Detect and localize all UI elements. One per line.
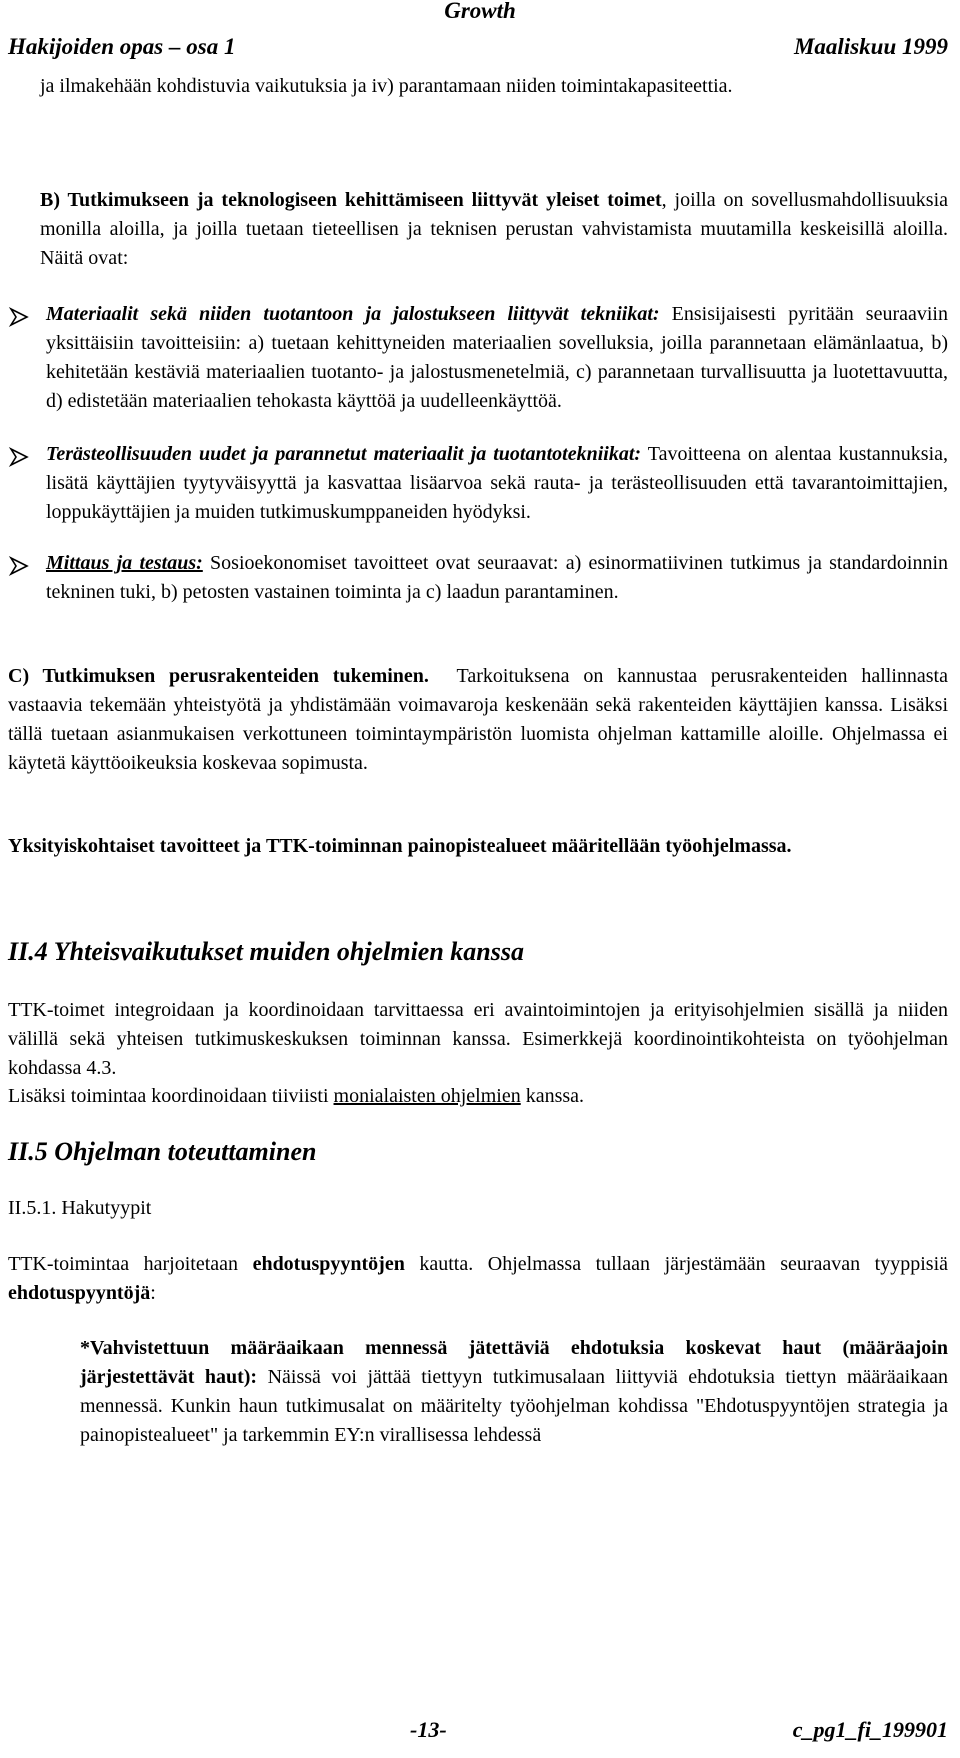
section-b-heading: B) Tutkimukseen ja teknologiseen kehittämiseen liittyvät yleiset toimet: [40, 189, 662, 211]
paragraph-text: kautta. Ohjelmassa tullaan järjestämään seuraavan tyyppisiä: [404, 1253, 949, 1275]
call-type-heading: *Vahvistettuun määräaikaan mennessä jätettäviä ehdotuksia koskevat haut (määräajoin järjestettävät haut):: [80, 1337, 948, 1388]
section-b-text: , joilla on sovellusmahdollisuuksia monilla aloilla, ja joilla tuetaan tieteellisen ja teknisen perustan vahvistamista muutamilla keskeisillä aloilla. Näitä ovat:: [40, 189, 948, 269]
section-c-paragraph: [8, 662, 948, 778]
calls-term: ehdotuspyyntöjä: [8, 1282, 151, 1304]
header-date: Maaliskuu 1999: [793, 34, 948, 59]
coordination-text-end: kanssa.: [520, 1085, 585, 1107]
document-code: c_pg1_fi_199901: [792, 1717, 948, 1742]
calls-term: ehdotuspyyntöjen: [252, 1253, 405, 1275]
bullet-title: Materiaalit sekä niiden tuotantoon ja jalostukseen liittyvät tekniikat:: [46, 303, 660, 325]
paragraph-text: :: [150, 1282, 156, 1304]
section-ii5-paragraph: [8, 1250, 948, 1308]
call-type-text: Näissä voi jättää tiettyyn tutkimusalaan liittyviä ehdotuksia tiettyn määräaikaan mennessä. Kunkin haun tutkimusalat on määritelty työohjelman kohdissa "Ehdotuspyyntöjen strategia ja painopistealueet" ja tarkemmin EY:n virallisessa lehdessä: [80, 1366, 948, 1446]
bullet-text: Sosioekonomiset tavoitteet ovat seuraavat: a) esinormatiivinen tutkimus ja standardoinnin tekninen tuki, b) petosten vastainen toiminta ja c) laadun parantaminen.: [46, 552, 949, 603]
bullet-title: Mittaus ja testaus:: [46, 552, 203, 574]
bullet-title: Terästeollisuuden uudet ja parannetut materiaalit ja tuotantotekniikat:: [46, 443, 642, 465]
bullet-content: [46, 440, 948, 527]
call-type-paragraph: [80, 1334, 948, 1450]
bullet-content: [46, 300, 948, 416]
bullet-item: [8, 549, 948, 607]
section-ii4-paragraph-2: [8, 1082, 948, 1111]
section-c-heading: C) Tutkimuksen perusrakenteiden tukeminen.: [8, 665, 429, 687]
paragraph-text: TTK-toimintaa harjoitetaan: [8, 1253, 253, 1275]
bullet-item: [8, 300, 948, 416]
bullet-content: [46, 549, 948, 607]
specific-goals-paragraph: Yksityiskohtaiset tavoitteet ja TTK-toiminnan painopistealueet määritellään työohjelmassa.: [8, 835, 792, 857]
header-left: Hakijoiden opas – osa 1: [8, 34, 236, 59]
header-row: [8, 34, 948, 60]
arrow-bullet-icon: [8, 306, 30, 328]
section-c-text: Tarkoituksena on kannustaa perusrakenteiden hallinnasta vastaavia tekemään yhteistyötä ja yhdistämään voimavaroja keskenään sekä rakenteiden käyttäjien kanssa. Lisäksi tällä tuetaan asianmukaisen verkottuneen toimintaympäristön luomista ohjelman kattamille aloille. Ohjelmassa ei käytetä käyttöoikeuksia koskevaa sopimusta.: [8, 665, 948, 774]
section-ii4-paragraph: TTK-toimet integroidaan ja koordinoidaan tarvittaessa eri avaintoimintojen ja erityisohjelmien sisällä ja niiden välillä sekä yhteisen tutkimuskeskuksen toiminnan kanssa. Esimerkkejä koordinointikohteista on työohjelman kohdassa 4.3.: [8, 999, 948, 1079]
bullet-item: [8, 440, 948, 527]
bullet-text: Ensisijaisesti pyritään seuraaviin yksittäisiin tavoitteisiin: a) tuetaan kehittyneiden materiaalien sovelluksia, joilla parannetaan elämänlaatua, b) kehitetään kestäviä materiaalien tuotanto- ja jalostusmenetelmiä, c) parannetaan turvallisuutta ja luotettavuutta, d) edistetään materiaalien tehokasta käyttöä ja uudelleenkäyttöä.: [46, 303, 948, 412]
bullet-text: Tavoitteena on alentaa kustannuksia, lisätä käyttäjien tyytyväisyyttä ja kasvattaa lisäarvoa sekä rauta- ja terästeollisuuden että tavarantoimittajien, loppukäyttäjien ja muiden tutkimuskumppaneiden hyödyksi.: [46, 443, 948, 523]
section-ii4-title: II.4 Yhteisvaikutukset muiden ohjelmien kanssa: [8, 937, 525, 966]
multidisciplinary-programs-link[interactable]: monialaisten ohjelmien: [333, 1085, 521, 1107]
section-ii5-title: II.5 Ohjelman toteuttaminen: [8, 1137, 317, 1166]
intro-paragraph: ja ilmakehään kohdistuvia vaikutuksia ja iv) parantamaan niiden toimintakapasiteettia.: [40, 75, 733, 97]
arrow-bullet-icon: [8, 446, 30, 468]
page-number: -13-: [410, 1717, 447, 1742]
section-b-paragraph: [40, 186, 948, 273]
coordination-text: Lisäksi toimintaa koordinoidaan tiiviisti: [8, 1085, 334, 1107]
header-title: Growth: [444, 0, 516, 23]
section-ii5-subtitle: II.5.1. Hakutyypit: [8, 1197, 152, 1219]
arrow-bullet-icon: [8, 555, 30, 577]
